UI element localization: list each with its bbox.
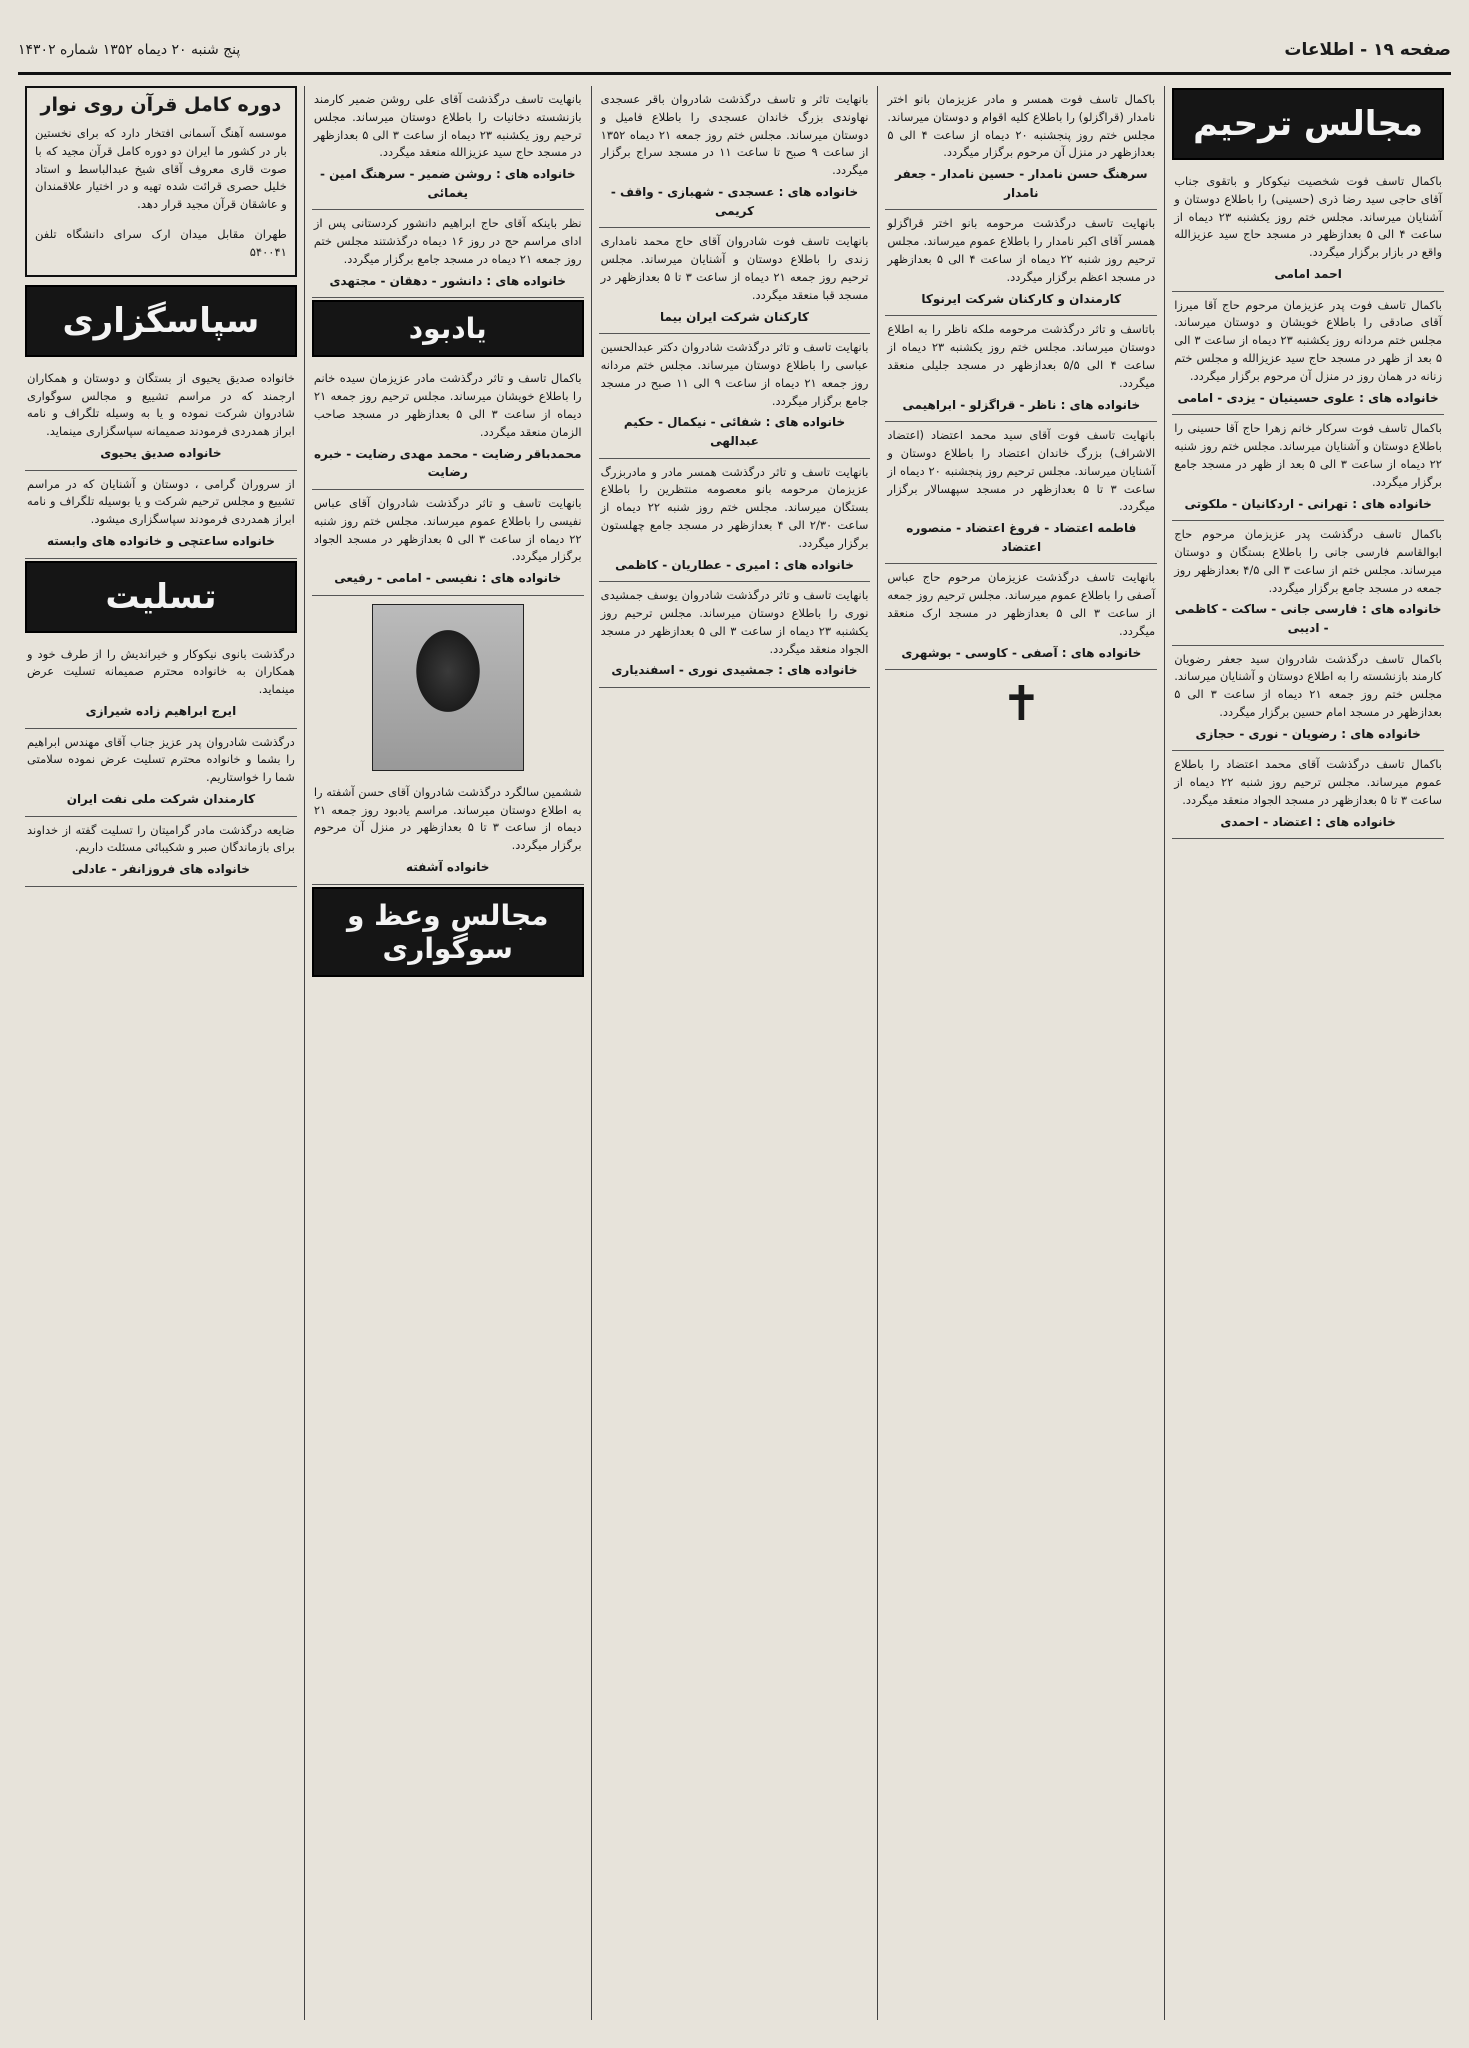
banner-majales-tarhim: مجالس ترحیم — [1172, 88, 1444, 160]
notice-body: بانهایت تاسف و تاثر درگذشت شادروان یوسف جمشیدی نوری را باطلاع دوستان میرساند. مجلس ترحیم روز یکشنبه ۲۳ دیماه از ساعت ۳ الی ۵ بعدازظهر در مسجد الجواد منعقد میگردد. — [600, 588, 869, 656]
column-4-notices-mid — [312, 365, 584, 595]
column-5 — [18, 86, 304, 2020]
notice-signature: خانواده های : آصفی - کاوسی - بوشهری — [901, 645, 1142, 660]
notice-body: بانهایت تاسف فوت شادروان آقای حاج محمد نامداری زندی را باطلاع دوستان و آشنایان میرساند. مجلس ترحیم روز جمعه ۲۱ دیماه از ساعت ۳ تا ۵ بعدازظهر در مسجد قبا منعقد میگردد. — [600, 234, 869, 302]
notice-body: باکمال تاسف درگذشت پدر عزیزمان مرحوم حاج ابوالقاسم فارسی جانی را باطلاع بستگان و دوستان میرساند. مجلس ختم از ساعت ۳ الی ۴/۵ بعدازظهر روز جمعه در مسجد جامع برگزار میگردد. — [1174, 527, 1442, 595]
notice — [885, 86, 1157, 210]
notice-signature: کارکنان شرکت ایران بیما — [660, 309, 809, 324]
notice-body: بانهایت تاسف درگذشت مرحومه بانو اختر قراگزلو همسر آقای اکبر نامدار را باطلاع عموم میرساند. مجلس ترحیم روز شنبه ۲۲ دیماه از ساعت ۴ الی ۵ بعدازظهر در مسجد اعظم برگزار میگردد. — [887, 216, 1156, 284]
column-5-notices-mid — [25, 365, 297, 559]
date-line: پنج شنبه ۲۰ دیماه ۱۳۵۲ شماره ۱۴۳۰۲ — [18, 42, 241, 58]
notice-body: خانواده صدیق یحیوی از بستگان و دوستان و همکاران ارجمند که در مراسم تشییع و مجالس سوگواری شادروان شرکت نموده و یا به وسیله تلگراف و نامه ابراز همدردی فرمودند صمیمانه سپاسگزاری مینماید. — [27, 370, 295, 439]
notice-signature: خانواده های : رضویان - نوری - حجازی — [1195, 726, 1421, 741]
notice-body: بانهایت تاسف و تاثر درگذشت همسر مادر و مادربزرگ عزیزمان مرحومه بانو معصومه منتظرین را باطلاع بستگان میرساند. مجلس ختم روز شنبه ۲۲ دیماه از ساعت ۲/۳۰ الی ۴ بعدازظهر در مسجد جامع چهلستون برگزار میگردد. — [600, 464, 869, 550]
notice-signature: خانواده های : امیری - عطاریان - کاظمی — [615, 557, 854, 572]
notice — [25, 817, 297, 887]
page-label: صفحه ۱۹ - اطلاعات — [1284, 40, 1451, 60]
notice — [885, 316, 1157, 422]
notice — [1172, 521, 1444, 645]
notice-signature: خانواده های : ناظر - قراگزلو - ابراهیمی — [902, 397, 1141, 412]
notice-body: باکمال تاسف فوت سرکار خانم زهرا حاج آقا حسینی را باطلاع دوستان و آشنایان میرساند. مجلس ختم روز شنبه ۲۲ دیماه از ساعت ۳ الی ۵ بعد از ظهر در مسجد جامع برگزار میگردد. — [1174, 421, 1442, 489]
notice — [312, 86, 584, 210]
notice-signature: احمد امامی — [1274, 267, 1342, 282]
notice — [25, 641, 297, 729]
notice-body: ششمین سالگرد درگذشت شادروان آقای حسن آشفته را به اطلاع دوستان میرساند. مراسم یادبود روز جمعه ۲۱ دیماه از ساعت ۳ تا ۵ بعدازظهر در منزل آن مرحوم برگزار میگردد. — [313, 784, 582, 853]
notice — [312, 779, 584, 885]
notice — [312, 365, 584, 489]
notice-signature: خانواده های : علوی حسینیان - یزدی - امامی — [1177, 390, 1439, 405]
column-1-notices — [1172, 168, 1444, 839]
banner-vaz: مجالس وعظ و سوگواری — [312, 887, 584, 977]
notice-signature: ایرج ابراهیم زاده شیرازی — [85, 704, 237, 718]
notice — [1172, 292, 1444, 416]
notice-signature: خانواده های فروزانفر - عادلی — [71, 862, 250, 877]
notice-signature: خانواده های : نفیسی - امامی - رفیعی — [334, 571, 562, 586]
notice-signature: خانواده آشفته — [405, 860, 490, 874]
notice — [1172, 415, 1444, 521]
notice-body: بانهایت تاسف درگذشت آقای علی روشن ضمیر کارمند بازنشسته دخانیات را باطلاع دوستان میرساند. مجلس ترحیم روز یکشنبه ۲۳ دیماه از ساعت ۳ الی ۵ بعدازظهر در مسجد حاج سید عزیزالله منعقد میگردد. — [313, 92, 582, 160]
notice — [312, 210, 584, 298]
column-4-notices-top — [312, 86, 584, 298]
notice — [885, 564, 1157, 670]
notice — [25, 365, 297, 471]
notice-body: بانهایت تاسف فوت آقای سید محمد اعتضاد (اعتضاد الاشراف) بزرگ خاندان اعتضاد را باطلاع دوستان و آشنایان میرساند. مجلس ترحیم روز پنجشنبه ۲۰ دیماه از ساعت ۳ تا ۵ بعدازظهر در مسجد سپهسالار برگزار میگردد. — [887, 428, 1156, 514]
column-4 — [304, 86, 591, 2020]
notice-signature: محمدباقر رضایت - محمد مهدی رضایت - خبره رضایت — [313, 446, 582, 480]
notice — [599, 582, 871, 688]
notice — [1172, 751, 1444, 839]
notice-body: بانهایت تاسف و تاثر درگذشت شادروان دکتر عبدالحسین عباسی را باطلاع دوستان میرساند. مجلس ختم مردانه روز جمعه ۲۱ دیماه از ساعت ۹ الی ۱۱ صبح در مسجد جامع برگزار میگردد. — [600, 340, 869, 408]
columns — [18, 86, 1451, 2020]
column-3-notices — [599, 86, 871, 688]
notice-signature: خانواده های : روشن ضمیر - سرهنگ امین - یغمائی — [319, 167, 576, 200]
banner-yadbood: یادبود — [312, 300, 584, 357]
banner-sepasgozari: سپاسگزاری — [25, 285, 297, 357]
banner-tasliat: تسلیت — [25, 561, 297, 633]
notice — [599, 86, 871, 228]
notice-signature: کارمندان شرکت ملی نفت ایران — [66, 792, 256, 807]
notice — [599, 459, 871, 583]
notice-body: باکمال تاسف فوت شخصیت نیکوکار و باتقوی جناب آقای حاجی سید رضا ذری (حسینی) را باطلاع دوستان و آشنایان میرساند. مجلس ختم روز یکشنبه ۲۳ دیماه از ساعت ۴ الی ۵ بعدازظهر در مسجد حاج سید عزیزالله واقع در بازار برگزار میگردد. — [1174, 174, 1443, 260]
notice-body: از سروران گرامی ، دوستان و آشنایان که در مراسم تشییع و مجلس ترحیم شرکت و یا بوسیله تلگراف و نامه ابراز همدردی فرمودند سپاسگزاری میشود. — [27, 476, 295, 527]
notice — [312, 490, 584, 596]
notice-signature: خانواده های : تهرانی - اردکانیان - ملکوتی — [1184, 496, 1432, 511]
column-5-notices-bottom — [25, 641, 297, 887]
notice-body: ضایعه درگذشت مادر گرامیتان را تسلیت گفته از خداوند برای بازماندگان صبر و شکیبائی مسئلت داریم. — [27, 822, 295, 855]
notice-signature: خانواده های : عسجدی - شهبازی - واقف - کریمی — [610, 185, 859, 218]
notice-body: نظر باینکه آقای حاج ابراهیم دانشور کردستانی پس از ادای مراسم حج در روز ۱۶ دیماه درگذشتند مجلس ختم روز جمعه ۲۱ دیماه در مسجد جامع برگزار میگردد. — [313, 216, 582, 267]
quran-ad-body: موسسه آهنگ آسمانی افتخار دارد که برای نخستین بار در کشور ما ایران دو دوره کامل قرآن مجید که با صوت قاری معروف آقای شیخ عبدالباسط و استاد خلیل حصری قرائت شده تهیه و در اختیار علاقمندان و عاشقان قرآن مجید قرار دهد. — [35, 126, 287, 212]
notice — [25, 471, 297, 559]
notice-signature: خانواده های : فارسی جانی - ساکت - کاظمی - ادیبی — [1174, 602, 1442, 635]
notice — [599, 334, 871, 458]
quran-ad-title: دوره کامل قرآن روی نوار — [40, 94, 282, 116]
column-2-notices — [885, 86, 1157, 670]
notice-body: درگذشت بانوی نیکوکار و خیراندیش را از طرف خود و همکاران به خانواده محترم صمیمانه تسلیت عرض مینماید. — [27, 646, 295, 697]
notice — [885, 422, 1157, 564]
notice-signature: کارمندان و کارکنان شرکت ایرنوکا — [921, 291, 1122, 306]
notice-signature: خانواده های : اعتضاد - احمدی — [1220, 814, 1396, 829]
notice-body: باکمال تاسف فوت همسر و مادر عزیزمان بانو اختر نامدار (قراگزلو) را باطلاع کلیه اقوام و دوستان میرساند. مجلس ختم روز پنجشنبه ۲۰ دیماه از ساعت ۴ الی ۵ بعدازظهر در منزل آن مرحوم برگزار میگردد. — [887, 92, 1156, 160]
notice-body: بانهایت تاسف درگذشت عزیزمان مرحوم حاج عباس آصفی را باطلاع عموم میرساند. مجلس ترحیم روز جمعه از ساعت ۳ الی ۵ بعدازظهر در مسجد ارک منعقد میگردد. — [887, 570, 1156, 638]
column-3 — [591, 86, 878, 2020]
column-4-notices-bottom — [312, 779, 584, 885]
notice-body: باکمال تاسف درگذشت آقای محمد اعتضاد را باطلاع عموم میرساند. مجلس ترحیم روز شنبه ۲۲ دیماه از ساعت ۳ تا ۵ بعدازظهر در مسجد الجواد منعقد میگردد. — [1174, 757, 1442, 808]
notice — [1172, 168, 1444, 292]
notice-body: بانهایت تاثر و تاسف درگذشت شادروان باقر عسجدی نهاوندی بزرگ خاندان عسجدی را باطلاع فامیل و دوستان میرساند. مجلس ختم روز جمعه ۲۱ دیماه ۱۳۵۲ از ساعت ۹ صبح تا ساعت ۱۱ در مسجد سراج برگزار میگردد. — [600, 92, 869, 178]
page-header — [18, 28, 1451, 75]
notice-body: باکمال تاسف فوت پدر عزیزمان مرحوم حاج آقا میرزا آقای صادقی را باطلاع خویشان و دوستان میرساند. مجلس ختم مردانه روز یکشنبه ۲۳ دیماه از ساعت ۳ الی ۵ بعد از ظهر در مسجد حاج سید عزیزالله و مجلس ختم زنانه در همان روز در منزل آن مرحوم برگزار میگردد. — [1174, 297, 1442, 383]
notice — [885, 210, 1157, 316]
column-1 — [1164, 86, 1451, 2020]
notice-signature: سرهنگ حسن نامدار - حسین نامدار - جعفر نامدار — [895, 167, 1148, 200]
notice — [599, 228, 871, 334]
cross-icon: ✝ — [1001, 676, 1042, 733]
notice-signature: خانواده ساعتچی و خانواده های وابسته — [46, 533, 275, 548]
notice-body: باتاسف و تاثر درگذشت مرحومه ملکه ناظر را به اطلاع دوستان میرساند. مجلس ختم روز یکشنبه ۲۳ دیماه از ساعت ۴ الی ۵/۵ بعدازظهر در مسجد جلیلی منعقد میگردد. — [887, 322, 1156, 390]
notice-signature: خانواده های : شفائی - نیکمال - حکیم عبدالهی — [623, 415, 846, 448]
quran-ad-contact: طهران مقابل میدان ارک سرای دانشگاه تلفن ۵۴۰۰۴۱ — [35, 227, 287, 259]
notice-body: درگذشت شادروان پدر عزیز جناب آقای مهندس ابراهیم را بشما و خانواده محترم تسلیت عرض نموده سلامتی شما را خواستاریم. — [27, 734, 295, 785]
portrait-photo — [372, 604, 524, 771]
notice-signature: خانواده های : دانشور - دهقان - مجتهدی — [329, 273, 566, 288]
notice-signature: خانواده صدیق یحیوی — [100, 445, 222, 460]
notice — [1172, 646, 1444, 752]
notice-body: باکمال تاسف و تاثر درگذشت مادر عزیزمان سیده خانم را باطلاع خویشان میرساند. مجلس ترحیم روز جمعه ۲۱ دیماه از ساعت ۳ الی ۵ بعدازظهر در مسجد صاحب الزمان منعقد میگردد. — [313, 371, 582, 439]
notice-signature: فاطمه اعتضاد - فروغ اعتضاد - منصوره اعتضاد — [906, 521, 1137, 554]
notice-body: باکمال تاسف درگذشت شادروان سید جعفر رضویان کارمند بازنشسته را به اطلاع دوستان و آشنایان میرساند. مجلس ختم روز جمعه ۲۱ دیماه از ساعت ۳ الی ۵ بعدازظهر در مسجد امام حسین برگزار میگردد. — [1174, 651, 1442, 720]
notice-signature: خانواده های : جمشیدی نوری - اسفندیاری — [611, 663, 858, 678]
column-2 — [877, 86, 1164, 2020]
quran-ad — [25, 86, 297, 277]
notice-body: بانهایت تاسف و تاثر درگذشت شادروان آقای عباس نفیسی را باطلاع عموم میرساند. مجلس ختم روز شنبه ۲۲ دیماه از ساعت ۳ الی ۵ بعدازظهر در مسجد الجواد برگزار میگردد. — [313, 495, 582, 564]
notice — [25, 729, 297, 817]
